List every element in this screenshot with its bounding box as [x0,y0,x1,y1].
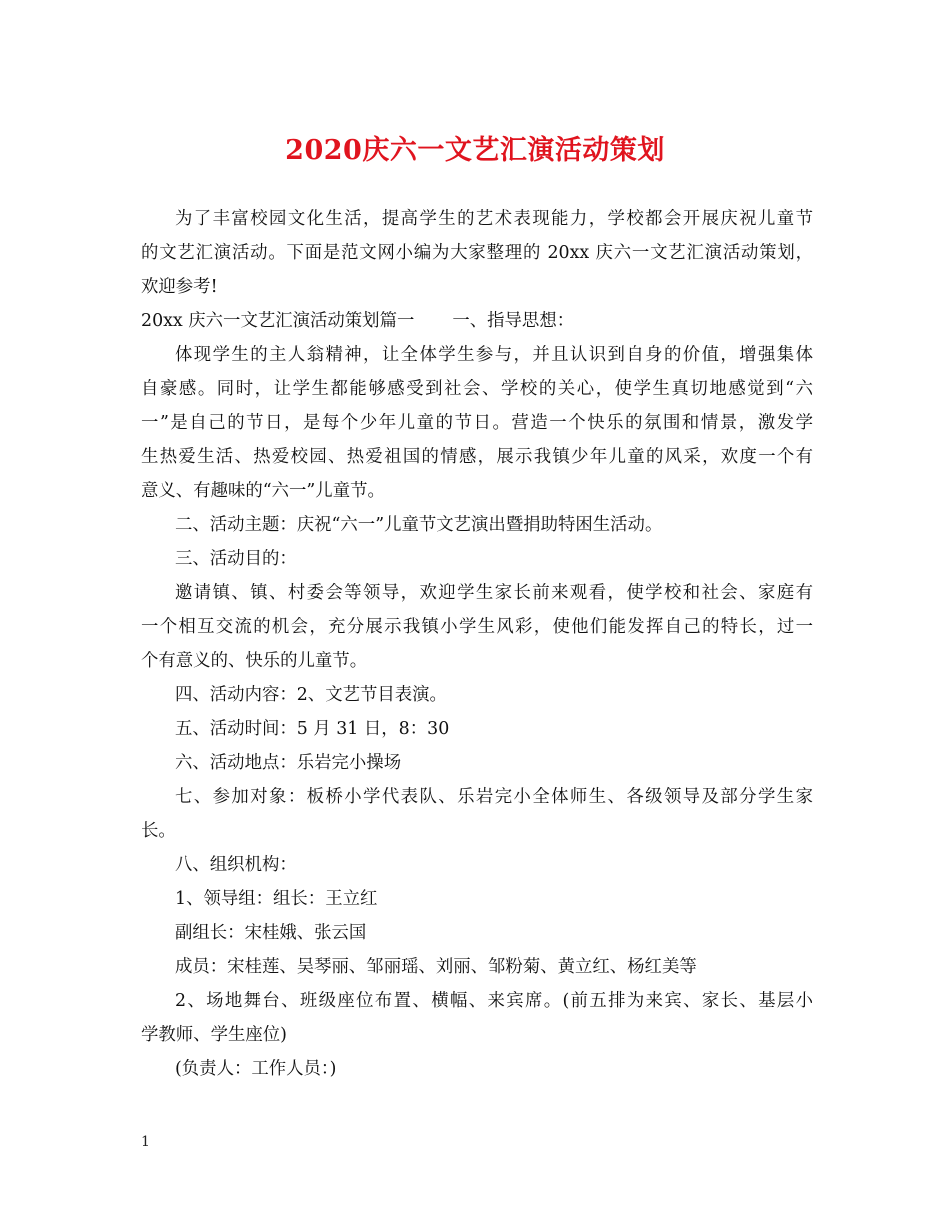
document-title: 2020庆六一文艺汇演活动策划 [285,135,665,166]
paragraph-line: (负责人：工作人员：) [175,1059,337,1079]
paragraph-line: 成员：宋桂莲、吴琴丽、邹丽瑶、刘丽、邹粉菊、黄立红、杨红美等 [175,957,697,977]
page-number: 1 [141,1134,150,1150]
paragraph-line: 学教师、学生座位) [141,1025,287,1045]
paragraph-line: 欢迎参考! [141,277,218,297]
paragraph-line: 一”是自己的节日，是每个少年儿童的节日。营造一个快乐的氛围和情景，激发学 [141,413,813,433]
paragraph-line: 邀请镇、镇、村委会等领导，欢迎学生家长前来观看，使学校和社会、家庭有 [175,583,813,603]
paragraph-line: 三、活动目的： [175,549,297,569]
paragraph-line: 七、参加对象：板桥小学代表队、乐岩完小全体师生、各级领导及部分学生家 [175,787,813,807]
section-heading: 20xx 庆六一文艺汇演活动策划篇一 [141,311,415,331]
paragraph-line: 体现学生的主人翁精神，让全体学生参与，并且认识到自身的价值，增强集体 [175,345,813,365]
paragraph-line: 为了丰富校园文化生活，提高学生的艺术表现能力，学校都会开展庆祝儿童节 [175,209,813,229]
paragraph-line: 2、场地舞台、班级座位布置、横幅、来宾席。(前五排为来宾、家长、基层小 [175,991,813,1011]
paragraph-line: 1、领导组：组长：王立红 [175,889,378,909]
subsection-heading: 一、指导思想： [452,311,575,331]
paragraph-line: 一个相互交流的机会，充分展示我镇小学生风彩，使他们能发挥自己的特长，过一 [141,617,813,637]
paragraph-line: 二、活动主题：庆祝“六一”儿童节文艺演出暨捐助特困生活动。 [175,515,663,535]
paragraph-line: 长。 [141,821,176,841]
paragraph-line: 四、活动内容：2、文艺节目表演。 [175,685,447,705]
paragraph-line: 个有意义的、快乐的儿童节。 [141,651,368,671]
paragraph-line: 意义、有趣味的“六一”儿童节。 [141,481,385,501]
section-heading-line [141,304,813,338]
paragraph-line: 六、活动地点：乐岩完小操场 [175,753,402,773]
paragraph-line: 自豪感。同时，让学生都能够感受到社会、学校的关心，使学生真切地感觉到“六 [141,379,813,399]
paragraph-line: 五、活动时间：5 月 31 日，8：30 [175,719,450,739]
paragraph-line: 生热爱生活、热爱校园、热爱祖国的情感，展示我镇少年儿童的风采，欢度一个有 [141,447,813,467]
paragraph-line: 副组长：宋桂娥、张云国 [175,923,367,943]
paragraph-line: 八、组织机构： [175,855,297,875]
paragraph-line: 的文艺汇演活动。下面是范文网小编为大家整理的 20xx 庆六一文艺汇演活动策划， [141,243,813,263]
document-body [141,202,813,1086]
